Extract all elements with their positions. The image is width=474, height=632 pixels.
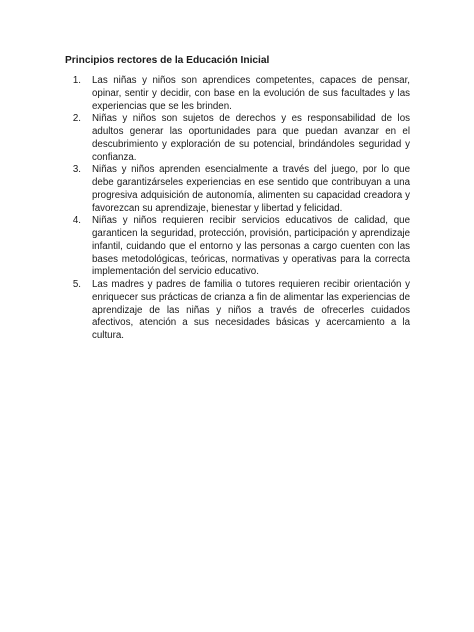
list-item-text: Las madres y padres de familia o tutores requieren recibir orientación y enriquecer sus prácticas de crianza a fin de alimentar las experiencias de aprendizaje de las niñas y niños a través de ofrecerles cuidados afectivos, atención a sus necesidades básicas y acercamiento a la cultura. [92, 279, 410, 341]
list-item [65, 279, 410, 343]
list-item-text: Niñas y niños aprenden esencialmente a través del juego, por lo que debe garantizárseles experiencias en ese sentido que contribuyan a una progresiva adquisición de autonomía, alimenten su capacidad creadora y favorezcan su aprendizaje, bienestar y libertad y felicidad. [92, 164, 410, 214]
list-item [65, 164, 410, 215]
list-item-text: Las niñas y niños son aprendices competentes, capaces de pensar, opinar, sentir y decidir, con base en la evolución de sus facultades y las experiencias que se les brinden. [92, 75, 410, 112]
list-item-number: 4. [72, 215, 81, 227]
list-item [65, 113, 410, 164]
list-item-text: Niñas y niños son sujetos de derechos y es responsabilidad de los adultos generar las oportunidades para que puedan avanzar en el descubrimiento y exploración de su potencial, brindándoles seguridad y confianza. [92, 113, 410, 163]
document-title: Principios rectores de la Educación Inicial [65, 55, 270, 66]
list-item-number: 1. [72, 75, 81, 86]
list-item-number: 5. [72, 279, 81, 290]
principles-list [65, 75, 410, 343]
list-item-number: 3. [72, 164, 81, 176]
list-item [65, 75, 410, 113]
list-item-number: 2. [72, 113, 81, 125]
list-item-text: Niñas y niños requieren recibir servicios educativos de calidad, que garanticen la seguridad, protección, provisión, participación y aprendizaje infantil, cuidando que el entorno y las personas a cargo cuenten con las bases metodológicas, teóricas, normativas y operativas para la correcta implementación del servicio educativo. [92, 215, 410, 278]
list-item [65, 215, 410, 279]
